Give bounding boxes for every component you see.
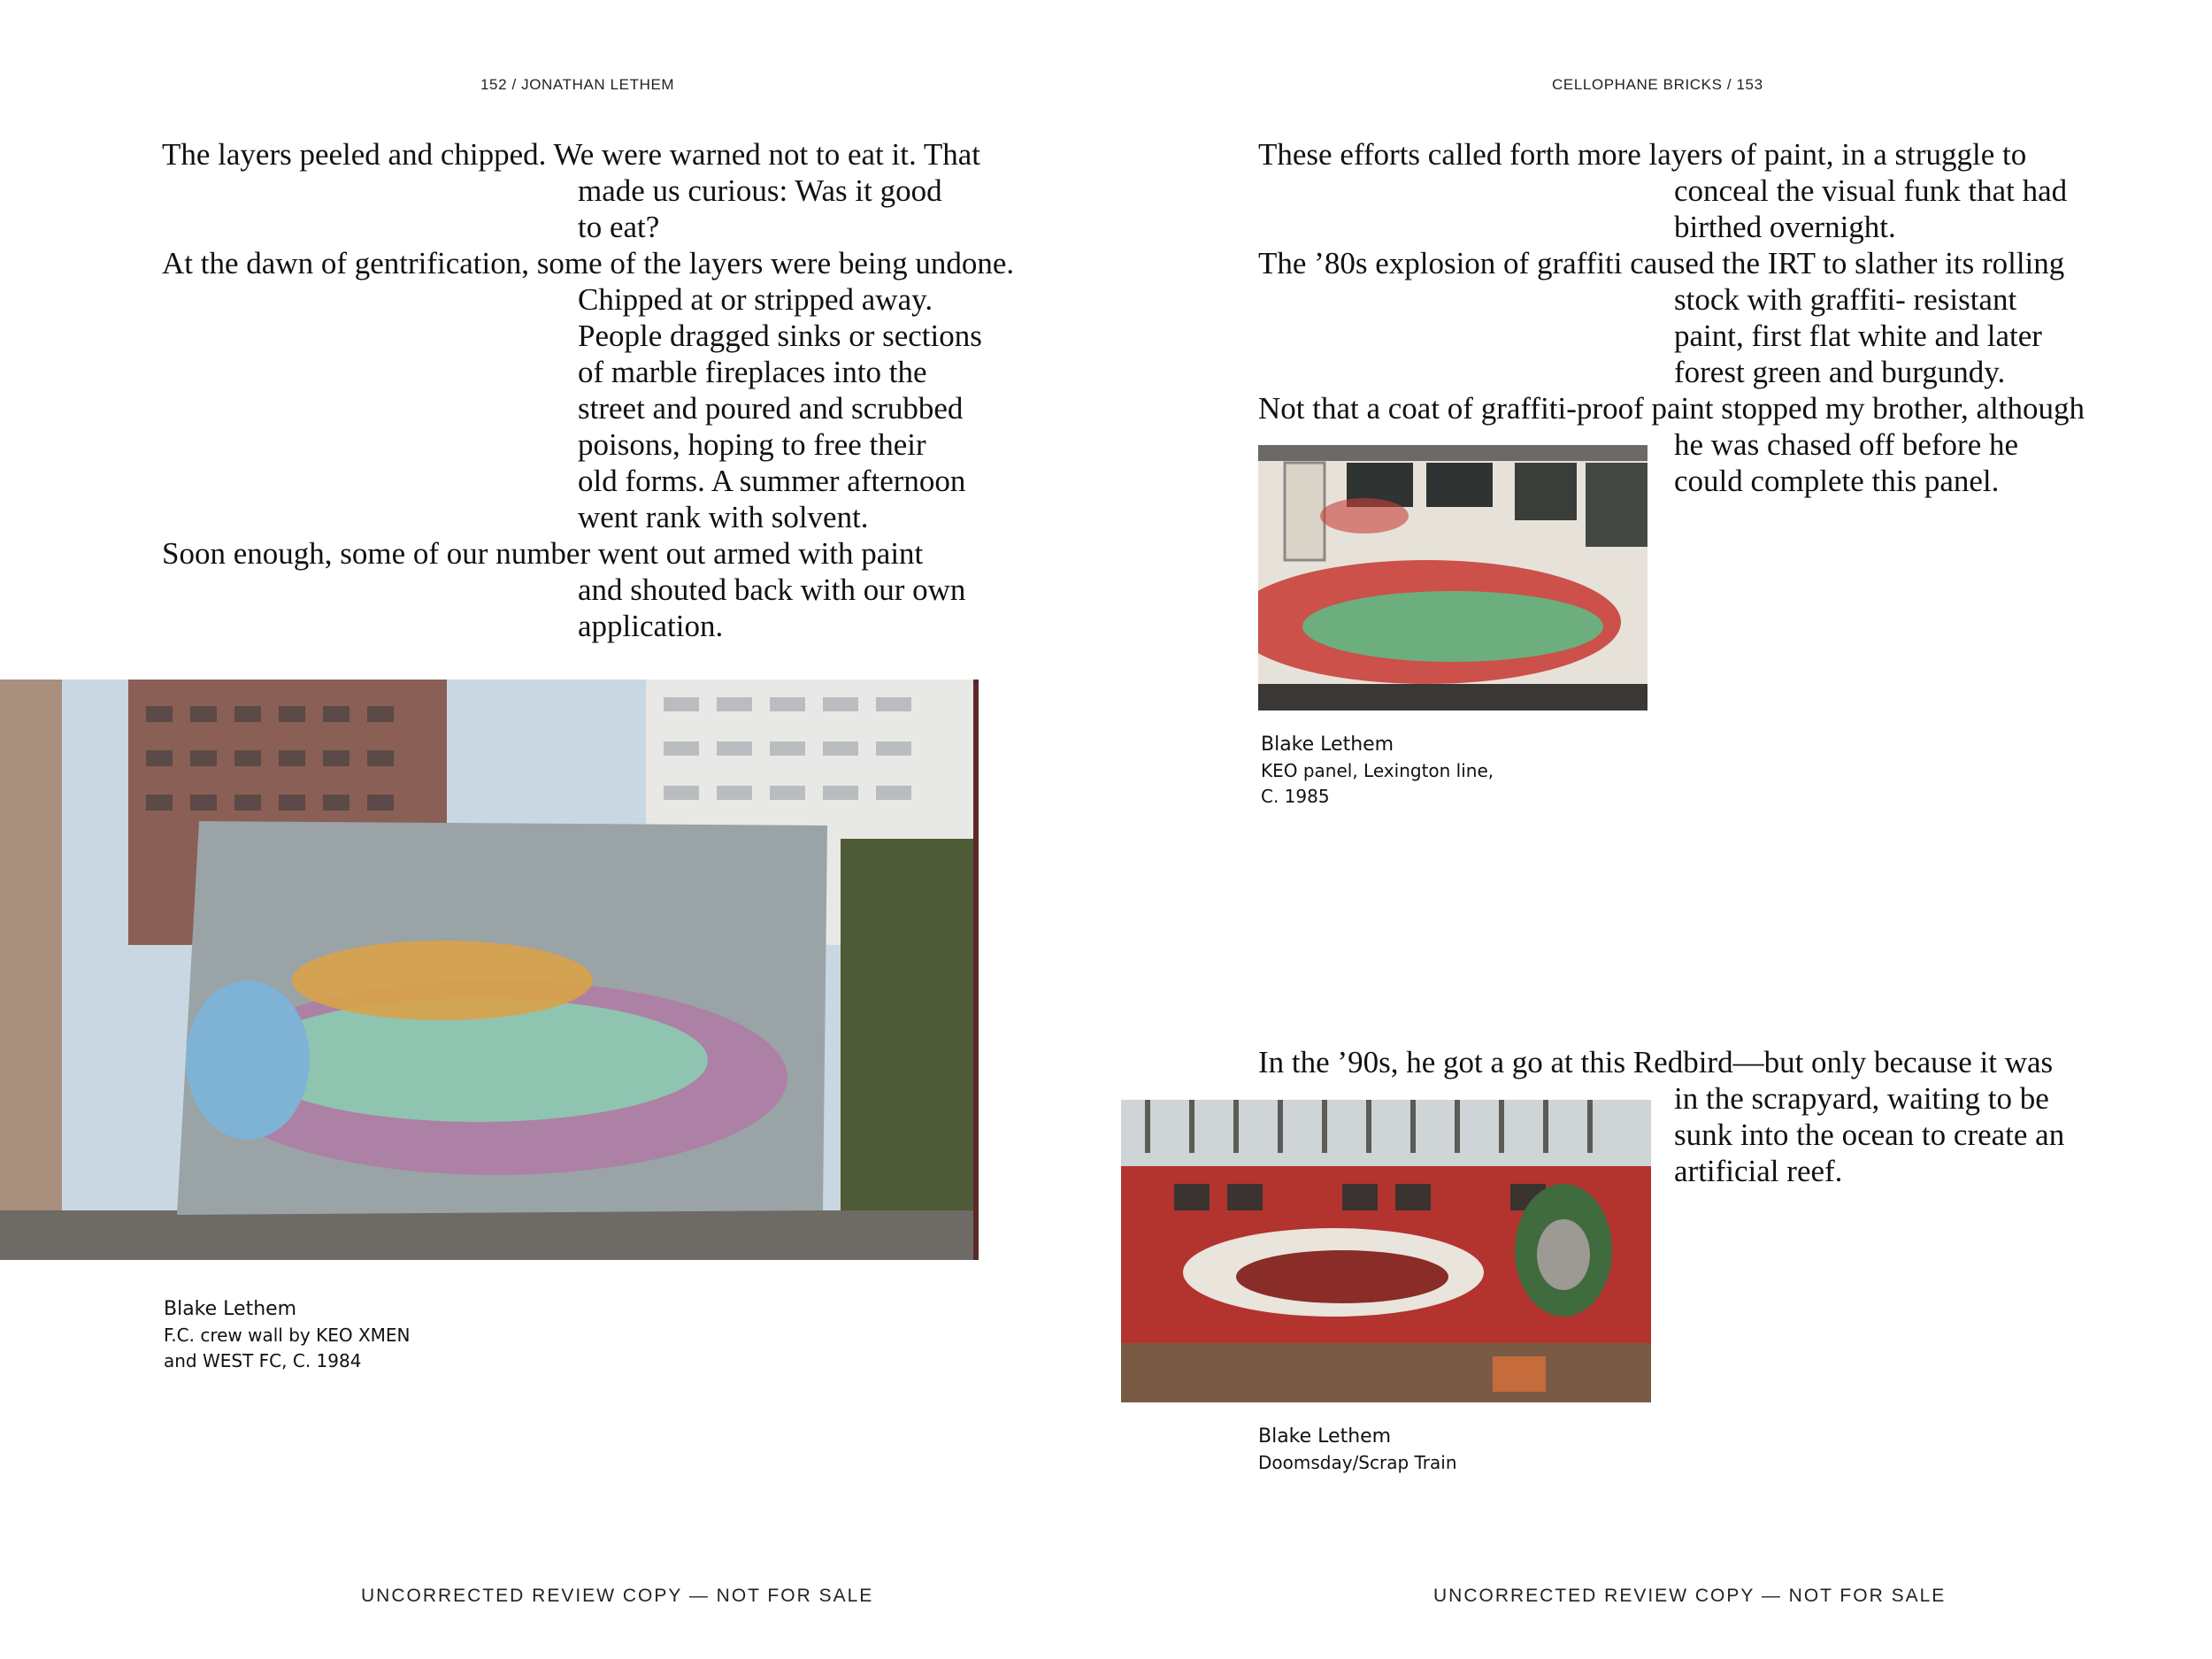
caption-title: Blake Lethem bbox=[1261, 733, 1394, 756]
paragraph-first-line: The ’80s explosion of graffiti caused the IRT to slather its rolling bbox=[1258, 246, 2065, 280]
paragraph-first-line: The layers peeled and chipped. We were warned not to eat it. That bbox=[162, 137, 980, 172]
running-head-right: CELLOPHANE BRICKS / 153 bbox=[1552, 76, 1763, 93]
paragraph-first-line: Soon enough, some of our number went out armed with paint bbox=[162, 536, 924, 571]
photo-caption bbox=[164, 1295, 411, 1374]
paragraph-first-line: At the dawn of gentrification, some of the layers were being undone. bbox=[162, 246, 1015, 280]
photo-caption bbox=[1261, 731, 1494, 810]
paragraph-continuation: he was chased off before he could complete this panel. bbox=[1674, 427, 2019, 498]
graffiti-wall-photo bbox=[0, 680, 979, 1260]
left-body-text bbox=[162, 136, 1015, 644]
redbird-train-photo bbox=[1121, 1100, 1651, 1402]
paragraph bbox=[1258, 245, 2108, 390]
footer-notice-right: UNCORRECTED REVIEW COPY — NOT FOR SALE bbox=[1433, 1586, 1947, 1606]
caption-text: KEO panel, Lexington line, C. 1985 bbox=[1261, 760, 1494, 807]
caption-text: Doomsday/Scrap Train bbox=[1258, 1452, 1457, 1473]
paragraph bbox=[162, 136, 994, 245]
paragraph-first-line: In the ’90s, he got a go at this Redbird—but only because it was bbox=[1258, 1045, 2054, 1079]
paragraph-first-line: Not that a coat of graffiti-proof paint stopped my brother, although bbox=[1258, 391, 2085, 426]
subway-car-photo bbox=[1258, 445, 1647, 710]
caption-text: F.C. crew wall by KEO XMEN and WEST FC, C. 1984 bbox=[164, 1325, 411, 1371]
footer-notice-left: UNCORRECTED REVIEW COPY — NOT FOR SALE bbox=[361, 1586, 874, 1606]
running-head-left: 152 / JONATHAN LETHEM bbox=[480, 76, 675, 93]
photo-caption bbox=[1258, 1423, 1457, 1476]
caption-title: Blake Lethem bbox=[1258, 1425, 1392, 1448]
paragraph-continuation: made us curious: Was it good to eat? bbox=[578, 173, 942, 244]
paragraph bbox=[1258, 136, 2108, 245]
paragraph-first-line: These efforts called forth more layers of paint, in a struggle to bbox=[1258, 137, 2027, 172]
paragraph-continuation: stock with graffiti- resistant paint, first flat white and later forest green and burgundy. bbox=[1674, 282, 2042, 389]
paragraph-continuation: in the scrapyard, waiting to be sunk into the ocean to create an artificial reef. bbox=[1674, 1081, 2065, 1188]
right-page bbox=[1106, 0, 2212, 1659]
paragraph bbox=[162, 535, 994, 644]
paragraph-continuation: conceal the visual funk that had birthed overnight. bbox=[1674, 173, 2068, 244]
paragraph-continuation: Chipped at or stripped away. People dragged sinks or sections of marble fireplaces into the street and poured and scrubbed poisons, hoping to free their old forms. A summer afternoon went rank with solvent. bbox=[578, 282, 982, 534]
caption-title: Blake Lethem bbox=[164, 1298, 297, 1320]
paragraph-continuation: and shouted back with our own application. bbox=[578, 572, 966, 643]
paragraph bbox=[162, 245, 1015, 535]
